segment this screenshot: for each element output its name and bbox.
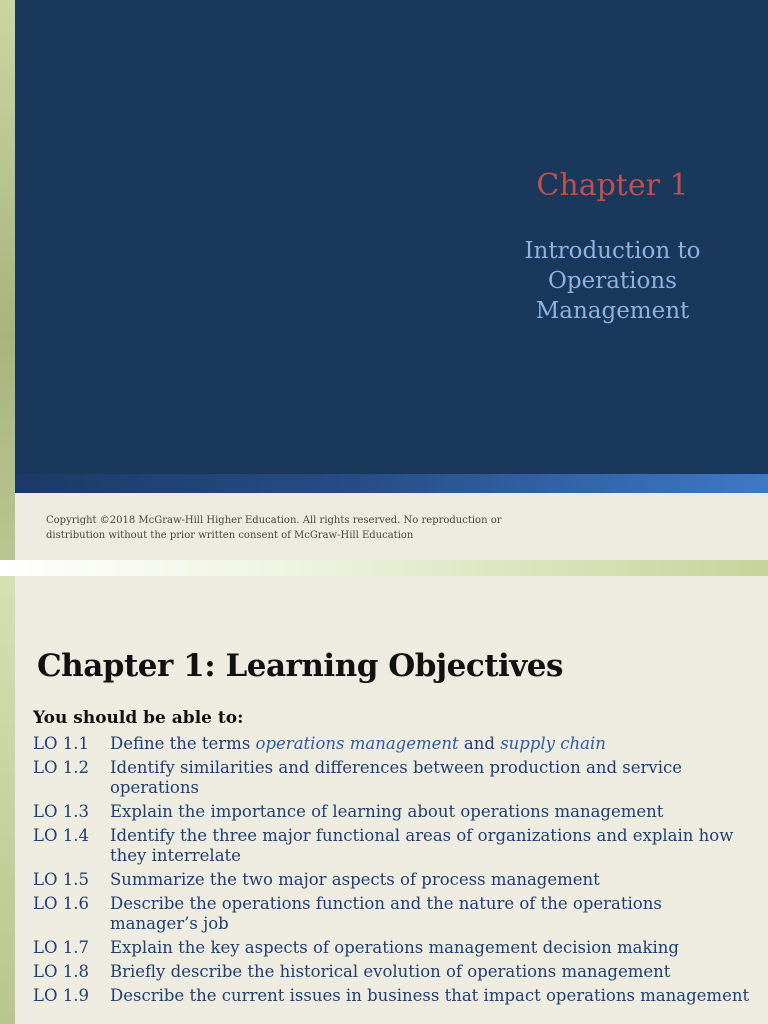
blue-divider-band <box>15 474 768 493</box>
slide-footer <box>15 493 768 560</box>
chapter-title: Chapter 1 <box>536 168 689 203</box>
objective-item <box>33 962 753 982</box>
objective-code: LO 1.3 <box>33 802 89 821</box>
term-operations-management: operations management <box>255 734 459 753</box>
objective-item <box>33 802 753 822</box>
objective-text: Explain the importance of learning about operations management <box>110 802 664 821</box>
objective-item <box>33 870 753 890</box>
slide-accent-stripe <box>0 0 15 560</box>
objective-text: Identify similarities and differences between production and service operations <box>110 758 682 797</box>
objective-text: Identify the three major functional areas of organizations and explain how they interrelate <box>110 826 734 865</box>
objective-item <box>33 938 753 958</box>
subtitle-line: Operations <box>548 268 677 294</box>
objective-text: Define the terms operations management and supply chain <box>110 734 606 753</box>
objective-code: LO 1.9 <box>33 986 89 1005</box>
objective-item <box>33 894 753 934</box>
learning-objectives-slide <box>0 576 768 1024</box>
term-supply-chain: supply chain <box>500 734 606 753</box>
objectives-intro: You should be able to: <box>33 708 244 728</box>
objective-text: Describe the current issues in business that impact operations management <box>110 986 750 1005</box>
slide-divider <box>0 560 768 576</box>
slide-title: Chapter 1: Learning Objectives <box>37 648 563 684</box>
objective-text: Explain the key aspects of operations management decision making <box>110 938 679 957</box>
objectives-list <box>33 734 753 1010</box>
objective-code: LO 1.5 <box>33 870 89 889</box>
objective-item <box>33 758 753 798</box>
objective-text: Summarize the two major aspects of process management <box>110 870 600 889</box>
slide-body <box>15 576 768 1024</box>
objective-item <box>33 734 753 754</box>
copyright-line: Copyright ©2018 McGraw-Hill Higher Education. All rights reserved. No reproduction or <box>46 515 502 526</box>
objective-code: LO 1.8 <box>33 962 89 981</box>
slide-accent-stripe <box>0 576 15 1024</box>
copyright-line: distribution without the prior written consent of McGraw-Hill Education <box>46 530 414 541</box>
subtitle-line: Management <box>535 298 690 324</box>
objective-code: LO 1.7 <box>33 938 89 957</box>
objective-code: LO 1.6 <box>33 894 89 913</box>
subtitle-line: Introduction to <box>524 238 701 264</box>
objective-item <box>33 826 753 866</box>
objective-code: LO 1.2 <box>33 758 89 777</box>
objective-item <box>33 986 753 1006</box>
objective-text: Describe the operations function and the nature of the operations manager’s job <box>110 894 662 933</box>
objective-text: Briefly describe the historical evolution of operations management <box>110 962 671 981</box>
copyright-notice <box>46 513 546 543</box>
objective-code: LO 1.4 <box>33 826 89 845</box>
objective-code: LO 1.1 <box>33 734 89 753</box>
chapter-subtitle <box>470 236 755 326</box>
